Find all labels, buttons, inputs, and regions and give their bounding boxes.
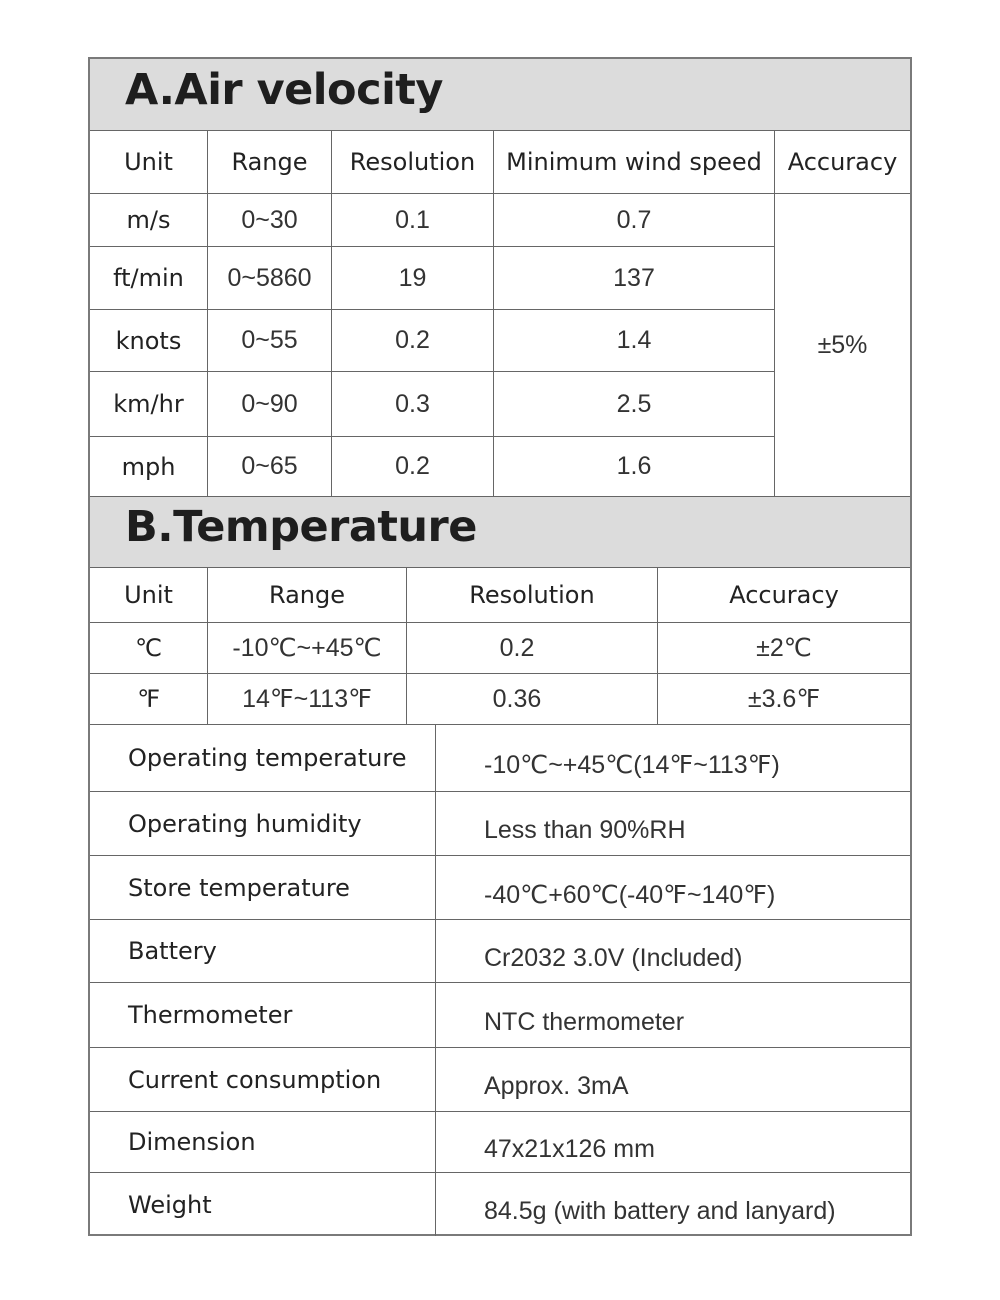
spec-operating-humidity-value: Less than 90%RH xyxy=(484,816,686,844)
temp-header-unit: Unit xyxy=(124,581,173,609)
temp-row-2-unit: ℉ xyxy=(137,685,160,713)
temp-row-2-resolution: 0.36 xyxy=(492,684,542,713)
air-row-3-min: 1.4 xyxy=(616,326,652,354)
temp-row-2-accuracy: ±3.6℉ xyxy=(747,685,821,713)
air-row-2-range: 0~5860 xyxy=(227,263,312,292)
spec-operating-temperature-label: Operating temperature xyxy=(128,744,407,772)
temp-row-1-resolution: 0.2 xyxy=(499,633,535,662)
spec-operating-temperature-value: -10℃~+45℃(14℉~113℉) xyxy=(484,751,780,779)
air-velocity-title: A.Air velocity xyxy=(125,65,443,115)
air-row-2-resolution: 19 xyxy=(398,263,427,292)
air-row-1-resolution: 0.1 xyxy=(395,205,430,234)
spec-thermometer-value: NTC thermometer xyxy=(484,1007,685,1036)
temp-row-1-accuracy: ±2℃ xyxy=(756,634,812,662)
air-row-4-unit: km/hr xyxy=(113,390,184,418)
spec-dimension-label: Dimension xyxy=(128,1128,256,1156)
spec-operating-humidity-label: Operating humidity xyxy=(128,809,362,838)
air-accuracy-value: ±5% xyxy=(817,330,868,359)
air-velocity-header xyxy=(90,59,910,130)
air-row-4-resolution: 0.3 xyxy=(395,389,430,418)
air-row-5-min: 1.6 xyxy=(616,452,652,480)
air-row-1-range: 0~30 xyxy=(241,205,298,234)
air-row-2-unit: ft/min xyxy=(113,264,184,292)
spec-weight-value: 84.5g (with battery and lanyard) xyxy=(484,1197,836,1225)
air-row-3-resolution: 0.2 xyxy=(395,326,430,354)
temp-header-accuracy: Accuracy xyxy=(729,581,839,609)
temp-row-1-range: -10℃~+45℃ xyxy=(232,634,382,662)
air-header-range: Range xyxy=(231,148,308,176)
air-row-5-resolution: 0.2 xyxy=(395,452,430,480)
air-header-unit: Unit xyxy=(124,148,173,176)
temp-header-range: Range xyxy=(268,581,346,609)
spec-sheet xyxy=(88,57,912,1236)
temperature-header xyxy=(90,497,910,567)
air-row-4-min: 2.5 xyxy=(616,389,652,418)
spec-thermometer-label: Thermometer xyxy=(128,1001,293,1029)
spec-store-temperature-label: Store temperature xyxy=(128,873,350,902)
air-header-min-wind: Minimum wind speed xyxy=(506,148,762,176)
air-header-resolution: Resolution xyxy=(349,148,476,176)
spec-store-temperature-value: -40℃+60℃(-40℉~140℉) xyxy=(484,880,776,909)
spec-dimension-value: 47x21x126 mm xyxy=(484,1134,655,1163)
air-row-3-unit: knots xyxy=(115,326,182,355)
air-row-4-range: 0~90 xyxy=(241,389,298,418)
temp-row-1-unit: ℃ xyxy=(135,634,162,662)
spec-current-consumption-value: Approx. 3mA xyxy=(484,1072,629,1100)
temperature-title: B.Temperature xyxy=(125,502,477,552)
temp-header-resolution: Resolution xyxy=(469,581,595,609)
spec-battery-value: Cr2032 3.0V (Included) xyxy=(484,943,743,972)
air-row-1-unit: m/s xyxy=(126,206,171,234)
spec-current-consumption-label: Current consumption xyxy=(128,1065,382,1094)
air-row-1-min: 0.7 xyxy=(616,205,652,234)
temp-row-2-range: 14℉~113℉ xyxy=(242,685,372,713)
spec-battery-label: Battery xyxy=(128,937,217,965)
spec-weight-label: Weight xyxy=(128,1190,212,1219)
air-header-accuracy: Accuracy xyxy=(787,148,898,176)
air-row-3-range: 0~55 xyxy=(241,326,298,354)
air-row-5-range: 0~65 xyxy=(241,452,298,480)
air-row-5-unit: mph xyxy=(121,452,176,481)
air-row-2-min: 137 xyxy=(613,263,655,292)
